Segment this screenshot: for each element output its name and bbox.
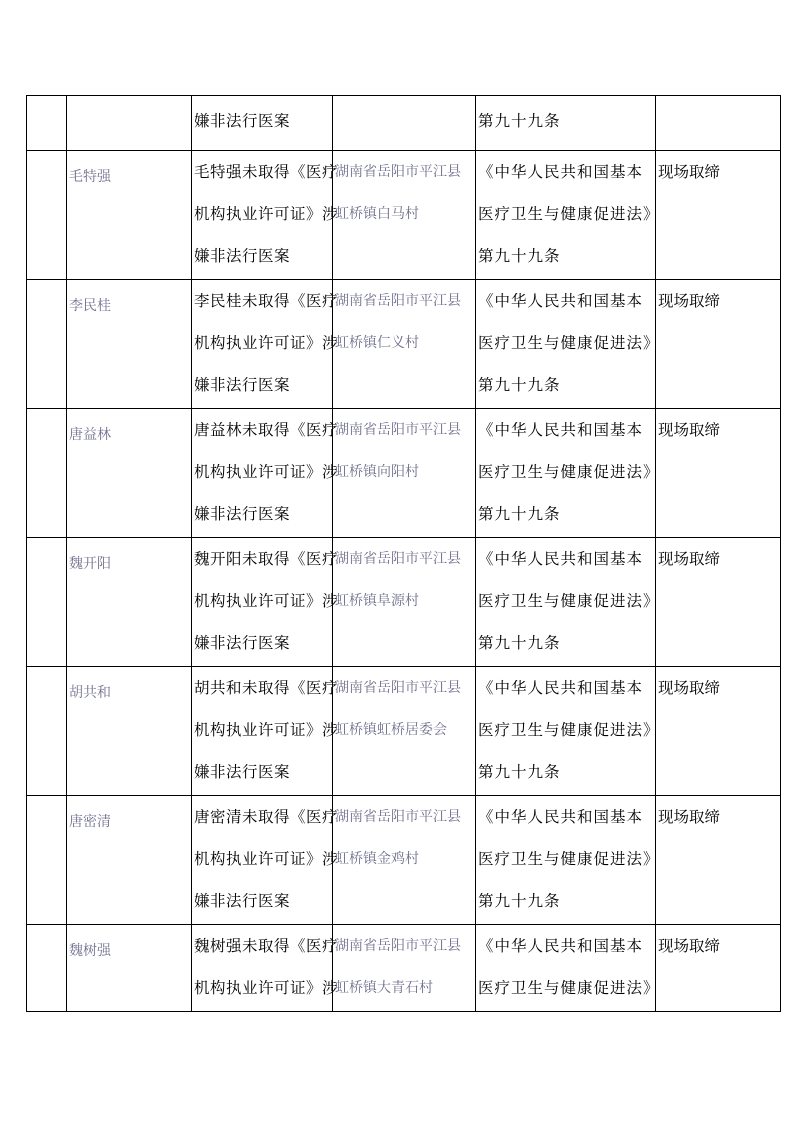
law-cell — [476, 538, 660, 667]
case-text: 机构执业许可证》涉 — [194, 205, 339, 223]
case-text: 唐密清未取得《医疗 — [194, 808, 339, 826]
address-text: 湖南省岳阳市平江县 — [335, 164, 461, 180]
address-cell — [333, 796, 476, 925]
law-text: 第九十九条 — [478, 247, 561, 265]
law-text: 第九十九条 — [478, 112, 561, 130]
measure-text: 现场取缔 — [658, 679, 721, 697]
address-cell — [333, 667, 476, 796]
law-text: 第九十九条 — [478, 634, 561, 652]
measure-cell — [656, 151, 781, 280]
index-cell — [27, 96, 67, 151]
law-text: 医疗卫生与健康促进法》 — [478, 463, 660, 481]
case-cell — [192, 667, 339, 796]
measure-cell — [656, 96, 781, 151]
case-text: 机构执业许可证》涉 — [194, 721, 339, 739]
law-cell — [476, 796, 660, 925]
address-text: 湖南省岳阳市平江县 — [335, 809, 461, 825]
law-text: 医疗卫生与健康促进法》 — [478, 979, 660, 997]
law-cell — [476, 151, 660, 280]
law-text: 《中华人民共和国基本 — [478, 550, 644, 568]
address-cell — [333, 925, 476, 1012]
address-text: 湖南省岳阳市平江县 — [335, 680, 461, 696]
law-text: 第九十九条 — [478, 505, 561, 523]
table-row — [27, 96, 781, 151]
table-row — [27, 151, 781, 280]
address-text: 虹桥镇虹桥居委会 — [335, 722, 447, 738]
law-text: 《中华人民共和国基本 — [478, 163, 644, 181]
person-name: 唐益林 — [69, 427, 111, 443]
person-name: 唐密清 — [69, 814, 111, 830]
law-cell — [476, 925, 660, 1012]
table-row — [27, 280, 781, 409]
address-text: 虹桥镇金鸡村 — [335, 851, 419, 867]
address-text: 湖南省岳阳市平江县 — [335, 938, 461, 954]
address-text: 湖南省岳阳市平江县 — [335, 551, 461, 567]
law-cell — [476, 409, 660, 538]
law-text: 医疗卫生与健康促进法》 — [478, 205, 660, 223]
index-cell — [27, 538, 67, 667]
address-text: 虹桥镇阜源村 — [335, 593, 419, 609]
measure-text: 现场取缔 — [658, 808, 721, 826]
measure-cell — [656, 280, 781, 409]
name-cell — [67, 409, 192, 538]
person-name: 魏树强 — [69, 943, 111, 959]
law-text: 第九十九条 — [478, 376, 561, 394]
case-cell — [192, 409, 339, 538]
case-text: 李民桂未取得《医疗 — [194, 292, 339, 310]
case-text: 机构执业许可证》涉 — [194, 850, 339, 868]
name-cell — [67, 667, 192, 796]
person-name: 李民桂 — [69, 298, 111, 314]
law-text: 《中华人民共和国基本 — [478, 292, 644, 310]
index-cell — [27, 667, 67, 796]
index-cell — [27, 796, 67, 925]
measure-text: 现场取缔 — [658, 937, 721, 955]
law-text: 《中华人民共和国基本 — [478, 421, 644, 439]
case-text: 嫌非法行医案 — [194, 763, 291, 781]
case-table — [26, 95, 781, 1012]
case-cell — [192, 151, 339, 280]
person-name: 魏开阳 — [69, 556, 111, 572]
case-text: 魏开阳未取得《医疗 — [194, 550, 339, 568]
law-text: 医疗卫生与健康促进法》 — [478, 592, 660, 610]
case-text: 嫌非法行医案 — [194, 247, 291, 265]
law-text: 第九十九条 — [478, 892, 561, 910]
index-cell — [27, 925, 67, 1012]
table-row — [27, 925, 781, 1012]
name-cell — [67, 538, 192, 667]
case-text: 机构执业许可证》涉 — [194, 592, 339, 610]
case-cell — [192, 96, 333, 151]
measure-cell — [656, 925, 781, 1012]
law-text: 医疗卫生与健康促进法》 — [478, 850, 660, 868]
measure-cell — [656, 667, 781, 796]
case-cell — [192, 925, 339, 1012]
address-text: 虹桥镇仁义村 — [335, 335, 419, 351]
person-name: 胡共和 — [69, 685, 111, 701]
case-cell — [192, 796, 339, 925]
law-cell — [476, 667, 660, 796]
address-text: 虹桥镇大青石村 — [335, 980, 433, 996]
case-cell — [192, 538, 339, 667]
address-cell — [333, 280, 476, 409]
measure-text: 现场取缔 — [658, 163, 721, 181]
index-cell — [27, 409, 67, 538]
case-text: 嫌非法行医案 — [194, 892, 291, 910]
name-cell — [67, 925, 192, 1012]
table-row — [27, 796, 781, 925]
address-text: 湖南省岳阳市平江县 — [335, 422, 461, 438]
measure-text: 现场取缔 — [658, 292, 721, 310]
measure-text: 现场取缔 — [658, 550, 721, 568]
name-cell — [67, 280, 192, 409]
case-text: 嫌非法行医案 — [194, 505, 291, 523]
measure-cell — [656, 538, 781, 667]
address-text: 虹桥镇向阳村 — [335, 464, 419, 480]
measure-cell — [656, 409, 781, 538]
law-text: 第九十九条 — [478, 763, 561, 781]
address-cell — [333, 538, 476, 667]
case-text: 唐益林未取得《医疗 — [194, 421, 339, 439]
law-text: 《中华人民共和国基本 — [478, 937, 644, 955]
measure-text: 现场取缔 — [658, 421, 721, 439]
case-text: 嫌非法行医案 — [194, 376, 291, 394]
case-text: 机构执业许可证》涉 — [194, 463, 339, 481]
law-text: 医疗卫生与健康促进法》 — [478, 721, 660, 739]
case-text: 嫌非法行医案 — [194, 634, 291, 652]
law-text: 《中华人民共和国基本 — [478, 808, 644, 826]
index-cell — [27, 280, 67, 409]
address-text: 湖南省岳阳市平江县 — [335, 293, 461, 309]
case-text: 魏树强未取得《医疗 — [194, 937, 339, 955]
address-cell — [333, 409, 476, 538]
address-text: 虹桥镇白马村 — [335, 206, 419, 222]
address-cell — [333, 151, 476, 280]
name-cell — [67, 796, 192, 925]
case-text: 嫌非法行医案 — [194, 112, 291, 130]
address-cell — [333, 96, 476, 151]
name-cell — [67, 96, 192, 151]
table-row — [27, 667, 781, 796]
law-text: 医疗卫生与健康促进法》 — [478, 334, 660, 352]
case-cell — [192, 280, 339, 409]
case-text: 机构执业许可证》涉 — [194, 979, 339, 997]
case-text: 胡共和未取得《医疗 — [194, 679, 339, 697]
law-cell — [476, 96, 656, 151]
case-text: 毛特强未取得《医疗 — [194, 163, 339, 181]
table-row — [27, 409, 781, 538]
measure-cell — [656, 796, 781, 925]
table-row — [27, 538, 781, 667]
index-cell — [27, 151, 67, 280]
person-name: 毛特强 — [69, 169, 111, 185]
case-text: 机构执业许可证》涉 — [194, 334, 339, 352]
name-cell — [67, 151, 192, 280]
law-text: 《中华人民共和国基本 — [478, 679, 644, 697]
law-cell — [476, 280, 660, 409]
